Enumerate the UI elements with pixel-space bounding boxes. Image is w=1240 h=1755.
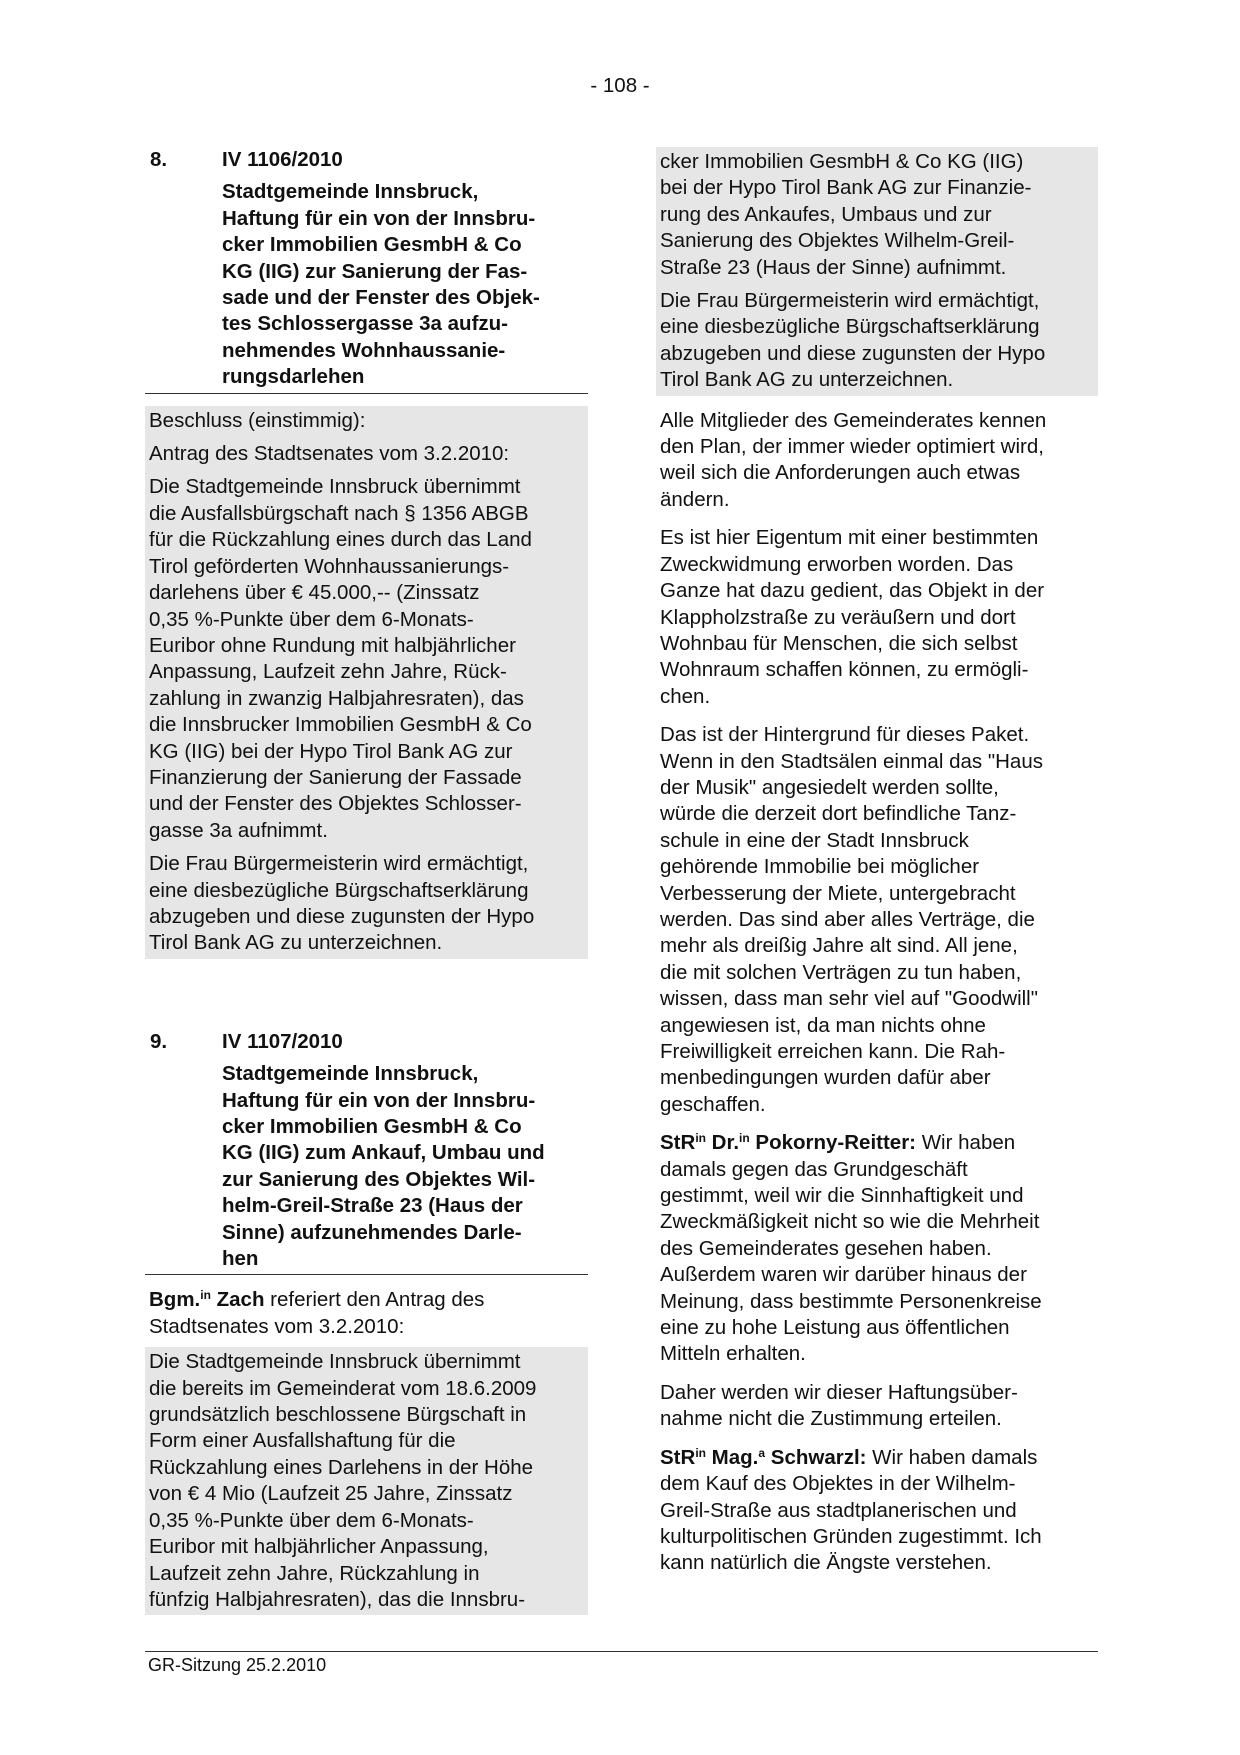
footer-session-label: GR-Sitzung 25.2.2010 (148, 1655, 327, 1675)
discussion-paragraph (660, 722, 1094, 1118)
text-line: gestimmt, weil wir die Sinnhaftigkeit und (660, 1184, 1024, 1208)
text-line: kulturpolitischen Gründen zugestimmt. Ich (660, 1524, 1042, 1548)
text-line: bei der Hypo Tirol Bank AG zur Finanzie- (660, 176, 1032, 200)
text-line: eine diesbezügliche Bürgschaftserklärung (149, 878, 529, 902)
speaker-title: StR (660, 1131, 696, 1155)
text-line: rung des Ankaufes, Umbaus und zur (660, 202, 992, 226)
text-line: geschaffen. (660, 1092, 766, 1116)
speaker-title: StR (660, 1445, 696, 1469)
text-line: Die Frau Bürgermeisterin wird ermächtigt, (149, 852, 529, 876)
text-line: Alle Mitglieder des Gemeinderates kennen (660, 408, 1047, 432)
text-line: würde die derzeit dort befindliche Tanz- (660, 802, 1017, 826)
discussion-paragraph (660, 1380, 1094, 1433)
text-line: die bereits im Gemeinderat vom 18.6.2009 (149, 1376, 537, 1400)
text-line: Ganze hat dazu gedient, das Objekt in der (660, 579, 1045, 603)
title-line: helm-Greil-Straße 23 (Haus der (222, 1194, 523, 1218)
text-line: Greil-Straße aus stadtplanerischen und (660, 1498, 1017, 1522)
text-line: Freiwilligkeit erreichen kann. Die Rah- (660, 1040, 1006, 1063)
text-line: ändern. (660, 487, 730, 511)
text-line: von € 4 Mio (Laufzeit 25 Jahre, Zinssatz (149, 1482, 513, 1506)
text-line: chen. (660, 684, 711, 708)
text-line: dem Kauf des Objektes in der Wilhelm- (660, 1472, 1016, 1496)
text-line: 0,35 %-Punkte über dem 6-Monats- (149, 607, 474, 631)
divider (145, 393, 588, 394)
text-line: Wir haben (916, 1131, 1016, 1155)
motion-paragraph (149, 474, 584, 844)
text-line: Mitteln erhalten. (660, 1342, 806, 1366)
text-line: 0,35 %-Punkte über dem 6-Monats- (149, 1508, 474, 1532)
text-line: Finanzierung der Sanierung der Fassade (149, 765, 522, 789)
text-line: werden. Das sind aber alles Verträge, die (660, 907, 1035, 931)
text-line: angewiesen ist, da man nichts ohne (660, 1013, 986, 1037)
title-line: Stadtgemeinde Innsbruck, (222, 1062, 479, 1086)
text-line: Meinung, dass bestimmte Personenkreise (660, 1289, 1042, 1313)
title-line: tes Schlossergasse 3a aufzu- (222, 312, 508, 336)
agenda-item-code: IV 1107/2010 (222, 1029, 343, 1053)
resolution-block (145, 406, 588, 959)
text-line: Außerdem waren wir darüber hinaus der (660, 1263, 1027, 1287)
text-line: cker Immobilien GesmbH & Co KG (IIG) (660, 150, 1024, 173)
text-line: Straße 23 (Haus der Sinne) aufnimmt. (660, 255, 1007, 279)
title-line: Stadtgemeinde Innsbruck, (222, 180, 479, 204)
text-line: die Innsbrucker Immobilien GesmbH & Co (149, 713, 532, 737)
speaker-title: Mag. (705, 1445, 759, 1469)
title-line: hen (222, 1247, 259, 1271)
title-line: Haftung für ein von der Innsbru- (222, 1088, 536, 1112)
text-line: schule in eine der Stadt Innsbruck (660, 828, 969, 852)
text-line: Wir haben damals (866, 1445, 1038, 1469)
text-line: Form einer Ausfallshaftung für die (149, 1429, 456, 1453)
text-line: gasse 3a aufnimmt. (149, 818, 328, 842)
speaker-name: Zach (210, 1288, 265, 1312)
agenda-item-title (222, 1061, 588, 1272)
discussion-paragraph (660, 525, 1094, 710)
resolution-label: Beschluss (einstimmig): (149, 408, 366, 432)
discussion-paragraph (660, 408, 1094, 514)
text-line: Daher werden wir dieser Haftungsüber- (660, 1380, 1018, 1404)
text-line: die mit solchen Verträgen zu tun haben, (660, 960, 1022, 984)
discussion-block (656, 408, 1098, 1577)
motion-paragraph (149, 1349, 584, 1613)
footer-divider (145, 1651, 1098, 1652)
agenda-item-8-heading (145, 147, 588, 391)
speaker-title-sup: in (739, 1131, 750, 1146)
text-line: mehr als dreißig Jahre alt sind. All jene, (660, 934, 1018, 958)
title-line: zur Sanierung des Objektes Wil- (222, 1167, 536, 1191)
text-line: abzugeben und diese zugunsten der Hypo (660, 341, 1046, 365)
text-line: Verbesserung der Miete, untergebracht (660, 881, 1016, 905)
agenda-item-code: IV 1106/2010 (222, 148, 343, 171)
text-line: wissen, dass man sehr viel auf "Goodwill" (660, 987, 1039, 1011)
text-line: Wohnraum schaffen können, zu ermögli- (660, 658, 1029, 682)
right-column (656, 147, 1098, 1589)
text-line: grundsätzlich beschlossene Bürgschaft in (149, 1403, 527, 1427)
speaker-title: Bgm. (149, 1288, 201, 1312)
intro-paragraph (149, 1287, 584, 1340)
text-line: und der Fenster des Objektes Schlosser- (149, 792, 522, 816)
text-line: Tirol geförderten Wohnhaussanierungs- (149, 554, 510, 578)
left-column (145, 147, 588, 1615)
text-line: des Gemeinderates gesehen haben. (660, 1236, 992, 1260)
title-line: KG (IIG) zur Sanierung der Fas- (222, 259, 528, 283)
text-line: Sanierung des Objektes Wilhelm-Greil- (660, 229, 1015, 253)
page-number: - 108 - (590, 74, 650, 97)
text-line: kann natürlich die Ängste verstehen. (660, 1551, 992, 1575)
text-line: Die Frau Bürgermeisterin wird ermächtigt, (660, 289, 1040, 313)
agenda-item-number: 9. (150, 1029, 168, 1053)
text-line: Anpassung, Laufzeit zehn Jahre, Rück- (149, 660, 507, 684)
text-line: der Musik" angesiedelt werden sollte, (660, 775, 999, 799)
speech-pokorny-reitter (660, 1130, 1094, 1368)
text-line: fünfzig Halbjahresraten), das die Innsbru- (149, 1587, 526, 1611)
speaker-title-sup: in (200, 1288, 211, 1303)
text-line: abzugeben und diese zugunsten der Hypo (149, 904, 535, 928)
text-line: nahme nicht die Zustimmung erteilen. (660, 1407, 1002, 1431)
speaker-title-sup: in (695, 1131, 706, 1146)
agenda-item-9-heading (145, 1029, 588, 1273)
text-line: Laufzeit zehn Jahre, Rückzahlung in (149, 1561, 480, 1585)
speaker-title-sup: a (758, 1445, 766, 1460)
divider (145, 1274, 588, 1275)
text-line: weil sich die Anforderungen auch etwas (660, 461, 1021, 485)
text-line: Die Stadtgemeinde Innsbruck übernimmt (149, 1350, 521, 1374)
motion-paragraph (660, 149, 1094, 281)
motion-label: Antrag des Stadtsenates vom 3.2.2010: (149, 442, 510, 466)
text-line: Das ist der Hintergrund für dieses Paket. (660, 723, 1030, 747)
speaker-name: Schwarzl: (765, 1445, 867, 1469)
text-line: gehörende Immobilie bei möglicher (660, 855, 980, 879)
title-line: rungsdarlehen (222, 365, 365, 389)
text-line: den Plan, der immer wieder optimiert wird, (660, 435, 1044, 459)
text-line: darlehens über € 45.000,-- (Zinssatz (149, 581, 480, 605)
text-line: KG (IIG) bei der Hypo Tirol Bank AG zur (149, 739, 513, 763)
text-line: eine diesbezügliche Bürgschaftserklärung (660, 315, 1040, 339)
motion-block (145, 1347, 588, 1615)
text-line: Die Stadtgemeinde Innsbruck übernimmt (149, 475, 521, 499)
speaker-title: Dr. (705, 1131, 740, 1155)
agenda-item-number: 8. (150, 148, 168, 171)
text-line: Es ist hier Eigentum mit einer bestimmten (660, 526, 1039, 550)
speaker-title-sup: in (695, 1445, 706, 1460)
text-line: eine zu hohe Leistung aus öffentlichen (660, 1316, 1010, 1340)
text-line: Wohnbau für Menschen, die sich selbst (660, 631, 1018, 655)
text-line: referiert den Antrag des (264, 1288, 485, 1312)
motion-continuation-block (656, 147, 1098, 396)
text-line: Klappholzstraße zu veräußern und dort (660, 605, 1016, 629)
authorization-paragraph (149, 851, 584, 957)
title-line: Sinne) aufzunehmendes Darle- (222, 1220, 522, 1244)
text-line: Stadtsenates vom 3.2.2010: (149, 1314, 405, 1338)
text-line: damals gegen das Grundgeschäft (660, 1157, 968, 1181)
authorization-paragraph (660, 288, 1094, 394)
title-line: Haftung für ein von der Innsbru- (222, 206, 536, 230)
title-line: nehmendes Wohnhaussanie- (222, 338, 506, 362)
text-line: Rückzahlung eines Darlehens in der Höhe (149, 1455, 534, 1479)
text-line: zahlung in zwanzig Halbjahresraten), das (149, 686, 524, 710)
text-line: die Ausfallsbürgschaft nach § 1356 ABGB (149, 501, 529, 525)
text-line: Euribor mit halbjährlicher Anpassung, (149, 1535, 489, 1559)
title-line: cker Immobilien GesmbH & Co (222, 233, 522, 257)
text-line: Wenn in den Stadtsälen einmal das "Haus (660, 749, 1043, 773)
agenda-item-title (222, 179, 588, 390)
text-line: Euribor ohne Rundung mit halbjährlicher (149, 633, 516, 657)
speaker-name: Pokorny-Reitter: (749, 1131, 917, 1155)
title-line: sade und der Fenster des Objek- (222, 286, 540, 310)
text-line: für die Rückzahlung eines durch das Land (149, 528, 532, 552)
text-line: Zweckwidmung erworben worden. Das (660, 552, 1014, 576)
intro-block (145, 1287, 588, 1340)
title-line: KG (IIG) zum Ankauf, Umbau und (222, 1141, 545, 1165)
text-line: menbedingungen wurden dafür aber (660, 1066, 991, 1090)
text-line: Tirol Bank AG zu unterzeichnen. (660, 368, 954, 392)
text-line: Zweckmäßigkeit nicht so wie die Mehrheit (660, 1210, 1040, 1234)
text-line: Tirol Bank AG zu unterzeichnen. (149, 931, 443, 955)
speech-schwarzl (660, 1445, 1094, 1577)
title-line: cker Immobilien GesmbH & Co (222, 1115, 522, 1138)
